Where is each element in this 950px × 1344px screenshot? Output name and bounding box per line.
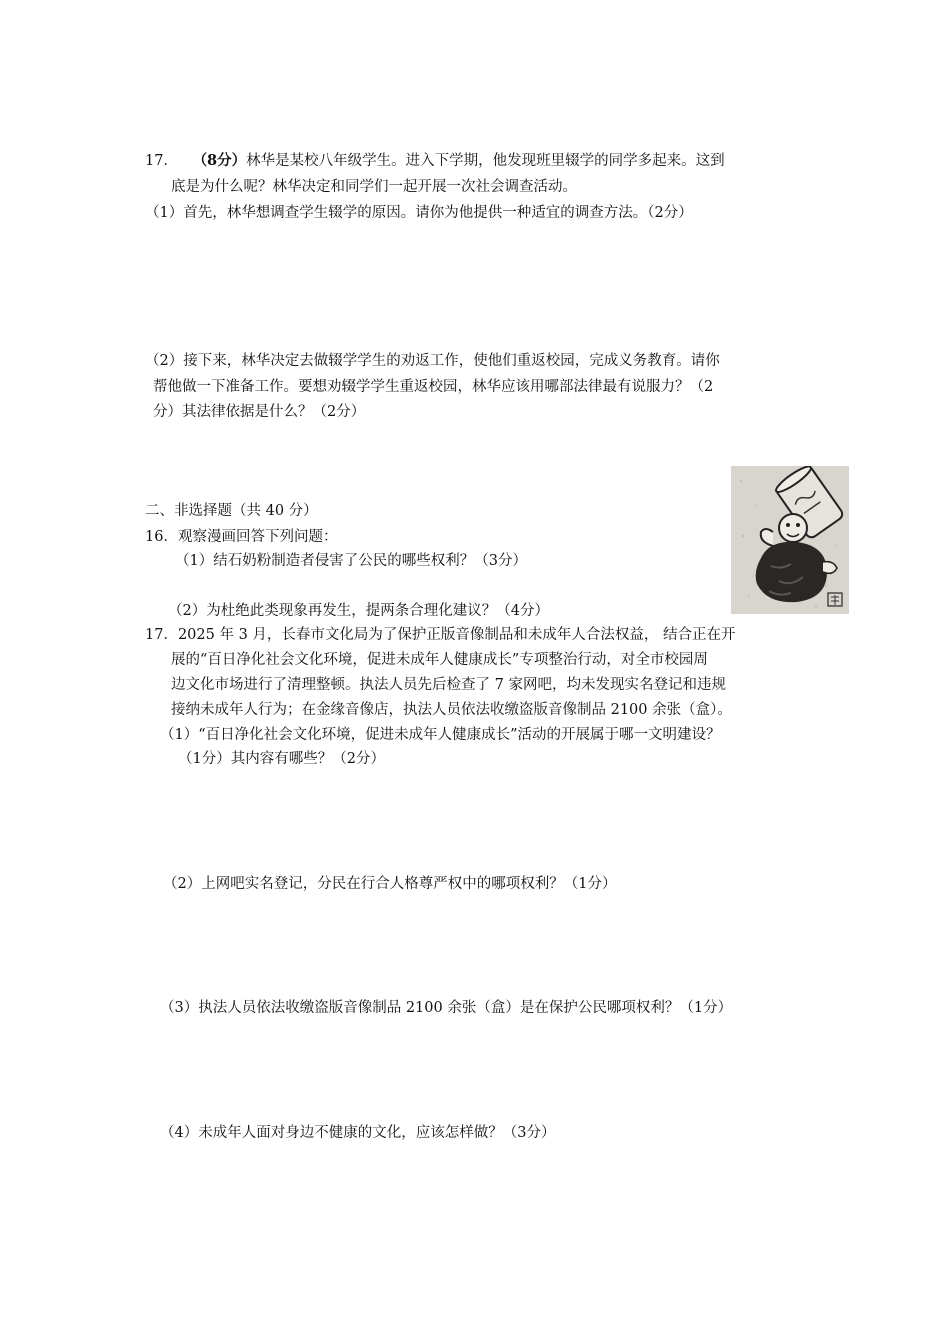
q17b-stem-line4: 接纳未成年人行为；在金缘音像店，执法人员依法收缴盗版音像制品 2100 余张（盒）。 [171,702,732,718]
q17a-number: 17． [145,153,178,169]
q17a-sub2-line1: （2）接下来，林华决定去做辍学学生的劝返工作，使他们重返校园，完成义务教育。请你 [145,353,720,369]
q17a-sub2-line3: 分）其法律依据是什么？（2分） [153,404,366,420]
milk-powder-cartoon-icon [731,466,849,614]
q17b-stem-line3: 边文化市场进行了清理整顿。执法人员先后检查了 7 家网吧，均未发现实名登记和违规 [171,677,726,693]
q17b-sub3: （3）执法人员依法收缴盗版音像制品 2100 余张（盒）是在保护公民哪项权利？（1分） [160,1000,733,1016]
section2-heading: 二、非选择题（共 40 分） [145,503,318,519]
q17b-sub2: （2）上网吧实名登记，分民在行合人格尊严权中的哪项权利？（1分） [163,876,617,892]
milk-powder-cartoon-image [731,466,849,614]
q17a-sub2-line2: 帮他做一下准备工作。要想劝辍学学生重返校园，林华应该用哪部法律最有说服力？（2 [153,379,714,395]
q16-sub1: （1）结石奶粉制造者侵害了公民的哪些权利？（3分） [175,553,527,569]
q16-sub2: （2）为杜绝此类现象再发生，提两条合理化建议？（4分） [168,603,549,619]
q17b-sub1-line1: （1）“百日净化社会文化环境，促进未成年人健康成长”活动的开展属于哪一文明建设？ [160,727,721,743]
q17a-stem-line2: 底是为什么呢？林华决定和同学们一起开展一次社会调查活动。 [171,179,577,195]
q17b-stem-line1: 17．2025 年 3 月，长春市文化局为了保护正版音像制品和未成年人合法权益， 结合正在开 [145,627,736,643]
q17a-stem-line1: 林华是某校八年级学生。进入下学期，他发现班里辍学的同学多起来。这到 [246,153,725,169]
q16-title: 16．观察漫画回答下列问题： [145,529,338,545]
q17a-points: （8分） [192,152,247,169]
q17b-sub4: （4）未成年人面对身边不健康的文化，应该怎样做？（3分） [160,1125,556,1141]
q17a-sub1: （1）首先，林华想调查学生辍学的原因。请你为他提供一种适宜的调查方法。（2分） [145,205,693,221]
q17b-sub1-line2: （1分）其内容有哪些？（2分） [178,751,385,767]
q17a-line1 [145,154,725,169]
q17b-stem-line2: 展的“百日净化社会文化环境，促进未成年人健康成长”专项整治行动，对全市校园周 [171,652,708,668]
